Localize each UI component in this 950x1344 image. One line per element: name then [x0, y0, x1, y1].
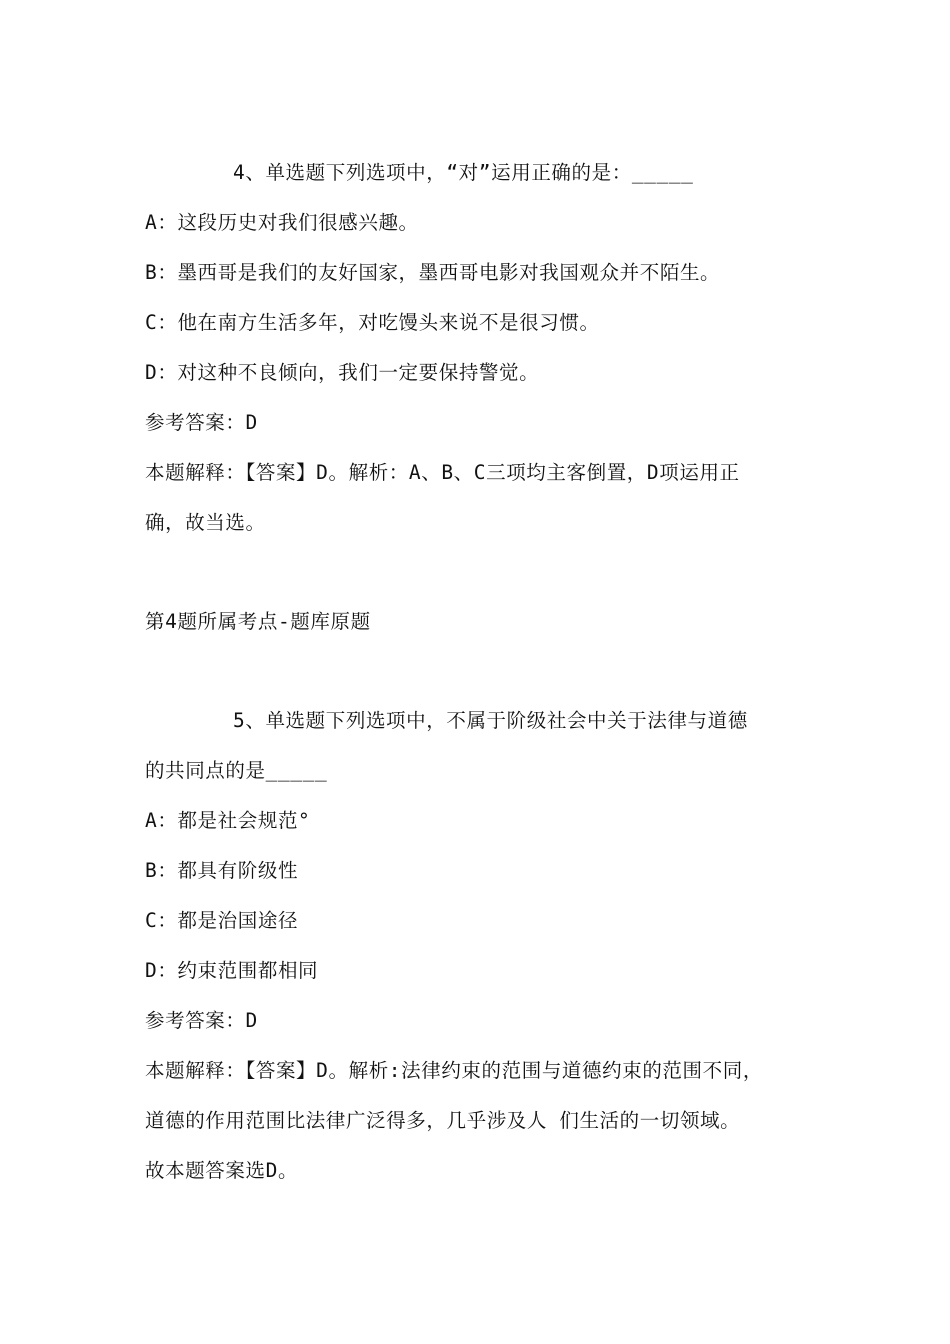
question-5-answer: 参考答案：D	[145, 1009, 258, 1032]
question-5-explanation-line-1: 本题解释：【答案】D。解析:法律约束的范围与道德约束的范围不同，	[145, 1059, 763, 1082]
question-4-text: 4、单选题下列选项中，“对”运用正确的是：_____	[233, 161, 694, 184]
question-5-option-d: D：约束范围都相同	[145, 959, 319, 982]
question-4-option-c: C：他在南方生活多年，对吃馒头来说不是很习惯。	[145, 311, 600, 334]
question-5-text-line-1: 5、单选题下列选项中，不属于阶级社会中关于法律与道德	[233, 709, 748, 732]
question-5-text-line-2: 的共同点的是_____	[145, 759, 328, 782]
question-4-explanation-line-2: 确，故当选。	[145, 511, 266, 534]
question-5-option-c: C：都是治国途径	[145, 909, 299, 932]
question-5-option-b: B：都具有阶级性	[145, 859, 299, 882]
question-4-source: 第4题所属考点-题库原题	[145, 610, 371, 633]
question-4-option-b: B：墨西哥是我们的友好国家，墨西哥电影对我国观众并不陌生。	[145, 261, 721, 284]
question-5-explanation-line-3: 故本题答案选D。	[145, 1159, 299, 1182]
question-4-option-a: A：这段历史对我们很感兴趣。	[145, 211, 419, 234]
question-4-explanation-line-1: 本题解释：【答案】D。解析：A、B、C三项均主客倒置，D项运用正	[145, 461, 740, 484]
question-5-explanation-line-2: 道德的作用范围比法律广泛得多，几乎涉及人 们生活的一切领域。	[145, 1109, 741, 1132]
question-4-option-d: D：对这种不良倾向，我们一定要保持警觉。	[145, 361, 540, 384]
question-4-answer: 参考答案：D	[145, 411, 258, 434]
question-5-option-a: A：都是社会规范°	[145, 809, 311, 832]
